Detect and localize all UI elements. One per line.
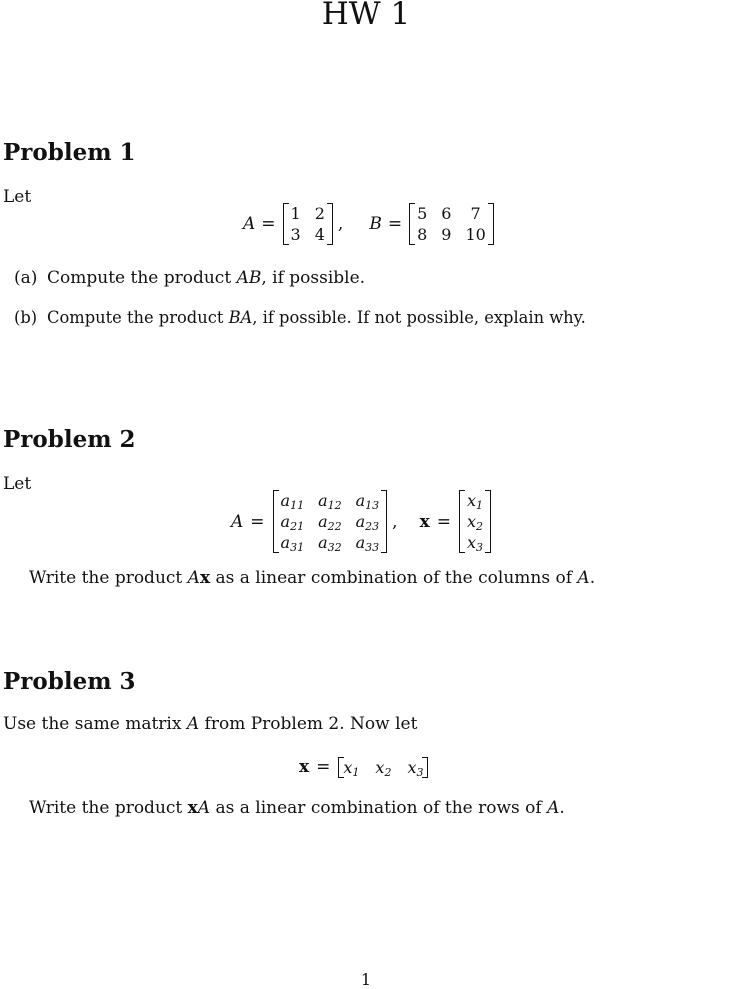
matrix-a-entry: $a_{23}$: [355, 512, 380, 533]
vector-x-entry: $x_3$: [466, 533, 483, 554]
matrix-a-entry: $a_{21}$: [280, 512, 305, 533]
matrix-a-entry: $a_{13}$: [355, 491, 380, 512]
row-vector-x-entry: $x_1$: [343, 757, 360, 779]
matrix-a-entry: $a_{11}$: [280, 491, 305, 512]
matrix-a-grid: [291, 203, 325, 245]
part-a-product: AB: [236, 268, 262, 288]
part-b-product: BA: [228, 308, 253, 327]
problem-3-intro: Use the same matrix A from Problem 2. Now let: [3, 714, 418, 734]
equals-sign: =: [436, 511, 451, 532]
matrix-b-grid: [417, 203, 486, 245]
problem-1-heading: Problem 1: [3, 139, 136, 166]
part-a-text-end: , if possible.: [261, 268, 366, 288]
problem-3-row-vector: [299, 756, 429, 778]
part-b-text-end: , if possible. If not possible, explain why.: [252, 308, 586, 327]
problem-1-let: Let: [3, 187, 32, 207]
matrix-b-entry: 10: [465, 225, 486, 244]
row-vector-x: [337, 757, 429, 778]
matrix-a-name: A: [231, 511, 244, 532]
matrix-b-entry: 7: [470, 204, 481, 223]
part-b-text: Compute the product: [47, 308, 229, 327]
matrix-a-name: A: [243, 214, 256, 234]
matrix-a: [272, 490, 389, 553]
matrix-a-entry: $a_{33}$: [355, 533, 380, 554]
matrix-a-entry: $a_{22}$: [318, 512, 342, 533]
matrix-a-grid: [281, 490, 380, 553]
problem-3-instruction: Write the product xA as a linear combination of the rows of A.: [29, 798, 565, 818]
problem-1-matrix-definitions: [243, 203, 495, 245]
matrix-a-entry: 2: [314, 204, 325, 223]
equals-sign: =: [250, 511, 265, 532]
matrix-b-entry: 9: [441, 225, 452, 244]
equals-sign: =: [261, 214, 276, 234]
problem-2-matrix-definitions: [231, 490, 492, 553]
matrix-b-entry: 5: [417, 204, 428, 223]
comma: ,: [337, 214, 344, 234]
matrix-a-entry: $a_{32}$: [318, 533, 342, 554]
equals-sign: =: [316, 757, 331, 777]
vector-x-entry: $x_1$: [466, 491, 483, 512]
comma: ,: [392, 511, 398, 532]
matrix-a-entry: $a_{12}$: [318, 491, 342, 512]
row-vector-x-entry: $x_2$: [375, 757, 392, 779]
vector-x-entry: $x_2$: [466, 512, 483, 533]
matrix-b-name: B: [369, 214, 382, 234]
row-vector-x-entry: $x_3$: [407, 757, 424, 779]
row-vector-x-grid: [343, 757, 423, 778]
matrix-a-entry: 4: [314, 225, 325, 244]
matrix-a-entry: $a_{31}$: [280, 533, 305, 554]
problem-2-heading: Problem 2: [3, 426, 136, 453]
document-title: HW 1: [321, 0, 411, 32]
vector-x-grid: [467, 490, 483, 553]
matrix-a-entry: 3: [290, 225, 301, 244]
equals-sign: =: [387, 214, 403, 234]
matrix-a-entry: 1: [290, 204, 301, 223]
page-number: 1: [360, 970, 372, 989]
problem-3-heading: Problem 3: [3, 668, 136, 695]
problem-2-let: Let: [3, 474, 32, 494]
problem-1-part-b: [14, 307, 586, 329]
vector-x-name: x: [299, 757, 310, 777]
problem-2-instruction: Write the product Ax as a linear combination of the columns of A.: [29, 568, 596, 588]
part-a-text: Compute the product: [47, 268, 237, 288]
matrix-b-entry: 8: [417, 225, 428, 244]
matrix-b: [408, 203, 495, 245]
problem-1-part-a: [14, 267, 365, 289]
part-b-label: (b): [14, 308, 38, 327]
matrix-b-entry: 6: [441, 204, 452, 223]
vector-x: [458, 490, 492, 553]
vector-x-name: x: [419, 511, 430, 532]
matrix-a: [282, 203, 334, 245]
part-a-label: (a): [14, 268, 38, 288]
